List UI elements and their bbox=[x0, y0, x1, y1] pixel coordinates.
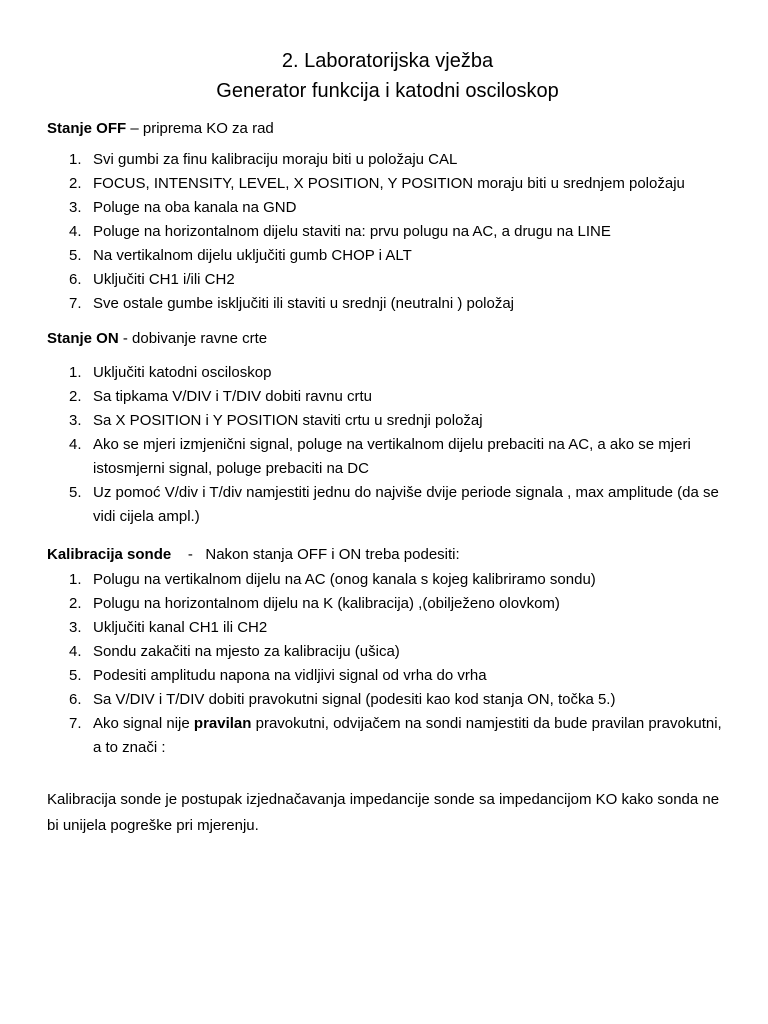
list-item-text: Svi gumbi za finu kalibraciju moraju biti u položaju CAL bbox=[93, 151, 458, 168]
list-item-text: Sa tipkama V/DIV i T/DIV dobiti ravnu crtu bbox=[93, 388, 373, 405]
list-item: 2. Sa tipkama V/DIV i T/DIV dobiti ravnu crtu bbox=[69, 388, 373, 405]
list-item: 5. Uz pomoć V/div i T/div namjestiti jednu do najviše dvije periode signala , max amplitude (da se vidi cijela ampl.) bbox=[69, 484, 719, 525]
list-item-text: Ako se mjeri izmjenični signal, poluge na vertikalnom dijelu prebaciti na AC, a ako se mjeri istosmjerni signal, poluge prebaciti na DC bbox=[93, 436, 691, 477]
section-heading-on bbox=[47, 329, 728, 349]
list-item: 4. Poluge na horizontalnom dijelu staviti na: prvu polugu na AC, a drugu na LINE bbox=[69, 223, 611, 240]
list-item: 5. Podesiti amplitudu napona na vidljivi signal od vrha do vrha bbox=[69, 667, 487, 684]
list-item-text: Uključiti kanal CH1 ili CH2 bbox=[93, 619, 268, 636]
list-item: 4. Ako se mjeri izmjenični signal, poluge na vertikalnom dijelu prebaciti na AC, a ako se mjeri istosmjerni signal, poluge prebaciti na DC bbox=[69, 436, 691, 477]
list-item-text: Poluge na oba kanala na GND bbox=[93, 199, 297, 216]
on-steps-list bbox=[47, 361, 728, 529]
calibration-steps-list bbox=[47, 568, 728, 760]
document-subtitle: Generator funkcija i katodni osciloskop bbox=[216, 80, 559, 102]
list-item-text: Polugu na vertikalnom dijelu na AC (onog kanala s kojeg kalibriramo sondu) bbox=[93, 571, 596, 588]
list-item: 7. Ako signal nije pravilan pravokutni, odvijačem na sondi namjestiti da bude pravilan pravokutni, a to znači : bbox=[69, 715, 726, 756]
list-item-text: pravokutni, odvijačem na sondi namjestiti da bude pravilan pravokutni, a to znači : bbox=[93, 715, 726, 756]
list-item-text: Podesiti amplitudu napona na vidljivi signal od vrha do vrha bbox=[93, 667, 487, 684]
list-item-text: Polugu na horizontalnom dijelu na K (kalibracija) ,(obilježeno olovkom) bbox=[93, 595, 560, 612]
list-item: 4. Sondu zakačiti na mjesto za kalibraciju (ušica) bbox=[69, 643, 400, 660]
list-item-text: FOCUS, INTENSITY, LEVEL, X POSITION, Y POSITION moraju biti u srednjem položaju bbox=[93, 175, 685, 192]
section-heading-on-label: Stanje ON bbox=[47, 330, 119, 347]
list-item-text: Sa V/DIV i T/DIV dobiti pravokutni signal (podesiti kao kod stanja ON, točka 5.) bbox=[93, 691, 616, 708]
list-item: 5. Na vertikalnom dijelu uključiti gumb CHOP i ALT bbox=[69, 247, 412, 264]
list-item-text: Ako signal nije bbox=[93, 715, 194, 732]
list-item: 2. Polugu na horizontalnom dijelu na K (kalibracija) ,(obilježeno olovkom) bbox=[69, 595, 560, 612]
list-item: 3. Uključiti kanal CH1 ili CH2 bbox=[69, 619, 268, 636]
section-heading-calibration-text: - Nakon stanja OFF i ON treba podesiti: bbox=[171, 546, 460, 563]
list-item-emphasis: pravilan bbox=[193, 715, 252, 732]
section-heading-off-text: – priprema KO za rad bbox=[126, 120, 274, 137]
list-item: 2. FOCUS, INTENSITY, LEVEL, X POSITION, Y POSITION moraju biti u srednjem položaju bbox=[69, 175, 685, 192]
section-heading-off-label: Stanje OFF bbox=[47, 120, 127, 137]
list-item-text: Sa X POSITION i Y POSITION staviti crtu u srednji položaj bbox=[93, 412, 483, 429]
list-item-text: Uključiti CH1 i/ili CH2 bbox=[93, 271, 235, 288]
section-heading-calibration bbox=[47, 545, 728, 565]
list-item: 1. Polugu na vertikalnom dijelu na AC (onog kanala s kojeg kalibriramo sondu) bbox=[69, 571, 596, 588]
closing-paragraph: Kalibracija sonde je postupak izjednačavanja impedancije sonde sa impedancijom KO kako sonda ne bi unijela pogreške pri mjerenju. bbox=[47, 791, 720, 834]
list-item: 6. Uključiti CH1 i/ili CH2 bbox=[69, 271, 235, 288]
list-item: 6. Sa V/DIV i T/DIV dobiti pravokutni signal (podesiti kao kod stanja ON, točka 5.) bbox=[69, 691, 616, 708]
section-heading-calibration-label: Kalibracija sonde bbox=[47, 546, 172, 563]
list-item: 3. Sa X POSITION i Y POSITION staviti crtu u srednji položaj bbox=[69, 412, 483, 429]
list-item-text: Poluge na horizontalnom dijelu staviti na: prvu polugu na AC, a drugu na LINE bbox=[93, 223, 611, 240]
list-item-text: Sondu zakačiti na mjesto za kalibraciju (ušica) bbox=[93, 643, 400, 660]
section-heading-on-text: - dobivanje ravne crte bbox=[118, 330, 268, 347]
list-item-text: Na vertikalnom dijelu uključiti gumb CHOP i ALT bbox=[93, 247, 412, 264]
list-item: 7. Sve ostale gumbe isključiti ili staviti u srednji (neutralni ) položaj bbox=[69, 295, 515, 312]
list-item: 1. Svi gumbi za finu kalibraciju moraju biti u položaju CAL bbox=[69, 151, 458, 168]
list-item: 1. Uključiti katodni osciloskop bbox=[69, 364, 272, 381]
document-title: 2. Laboratorijska vježba bbox=[281, 50, 494, 72]
section-heading-off bbox=[47, 119, 728, 139]
list-item-text: Sve ostale gumbe isključiti ili staviti u srednji (neutralni ) položaj bbox=[93, 295, 515, 312]
off-steps-list bbox=[47, 148, 728, 316]
list-item-text: Uz pomoć V/div i T/div namjestiti jednu do najviše dvije periode signala , max amplitude (da se vidi cijela ampl.) bbox=[93, 484, 719, 525]
list-item-text: Uključiti katodni osciloskop bbox=[93, 364, 272, 381]
list-item: 3. Poluge na oba kanala na GND bbox=[69, 199, 297, 216]
